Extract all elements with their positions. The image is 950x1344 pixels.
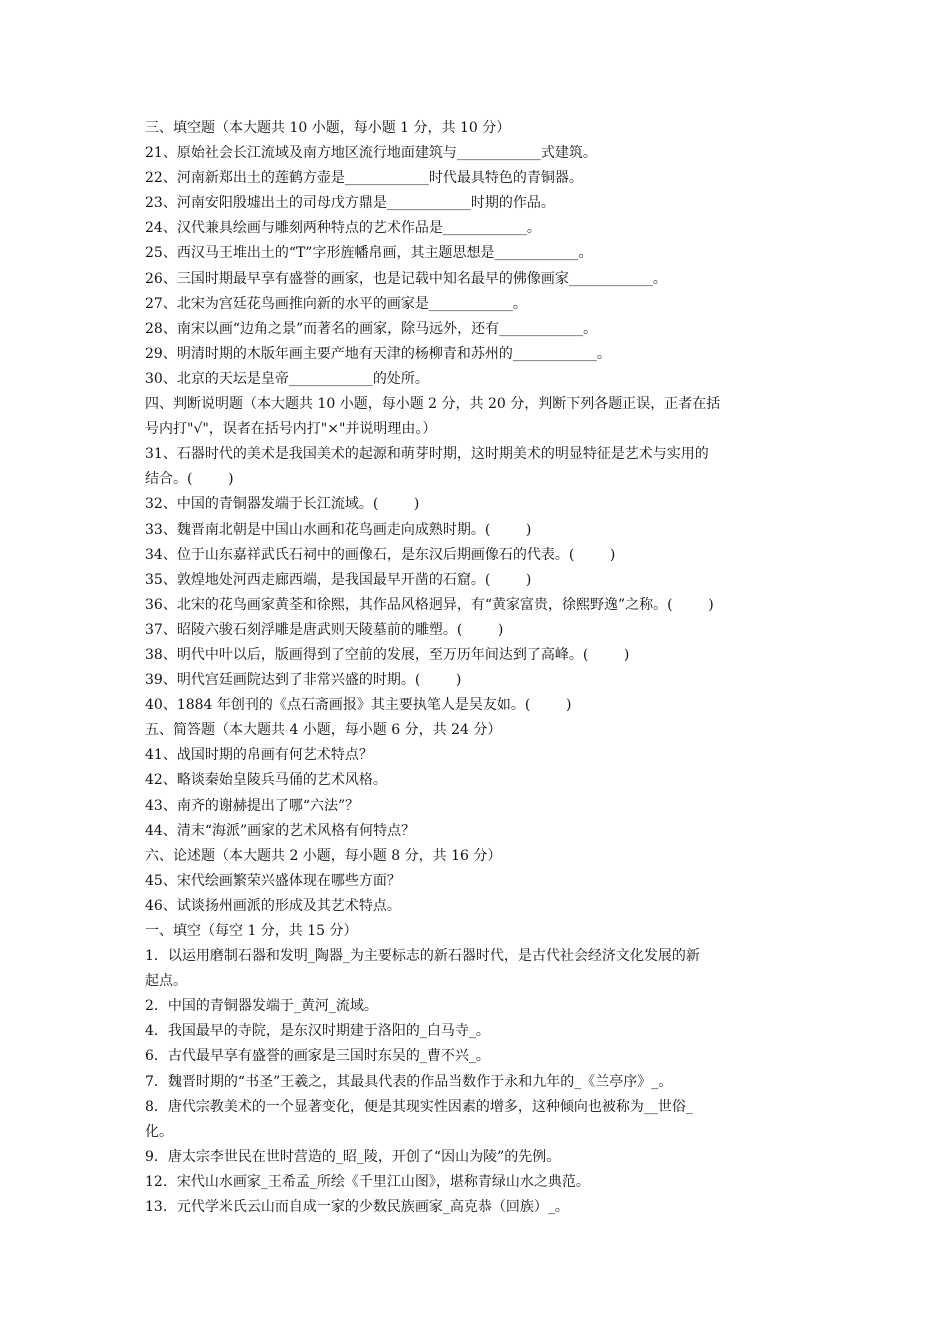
answer-8-cont: 化。	[145, 1123, 173, 1140]
document-page	[145, 116, 825, 1220]
answer-4: 4．我国最早的寺院，是东汉时期建于洛阳的_白马寺_。	[145, 1023, 490, 1040]
section-heading-answers: 一、填空（每空 1 分，共 15 分）	[145, 923, 358, 939]
question-38: 38、明代中叶以后，版画得到了空前的发展，至万历年间达到了高峰。( )	[145, 646, 630, 663]
question-43: 43、南齐的谢赫提出了哪“六法”？	[145, 797, 360, 814]
section-heading-fill-in: 三、填空题（本大题共 10 小题，每小题 1 分，共 10 分）	[145, 120, 511, 136]
question-23: 23、河南安阳殷墟出土的司母戊方鼎是____________时期的作品。	[145, 195, 555, 212]
question-28: 28、南宋以画“边角之景”而著名的画家，除马远外，还有____________。	[145, 320, 598, 337]
question-37: 37、昭陵六骏石刻浮雕是唐武则天陵墓前的雕塑。( )	[145, 621, 504, 638]
question-30: 30、北京的天坛是皇帝____________的处所。	[145, 370, 429, 387]
answer-1: 1．以运用磨制石器和发明_陶器_为主要标志的新石器时代，是古代社会经济文化发展的新	[145, 948, 700, 965]
question-36: 36、北宋的花鸟画家黄荃和徐熙，其作品风格迥异，有“黄家富贵，徐熙野逸”之称。( )	[145, 596, 714, 613]
question-40: 40、1884 年创刊的《点石斋画报》其主要执笔人是吴友如。( )	[145, 697, 572, 714]
question-24: 24、汉代兼具绘画与雕刻两种特点的艺术作品是____________。	[145, 220, 541, 237]
question-31-cont: 结合。( )	[145, 471, 234, 488]
question-33: 33、魏晋南北朝是中国山水画和花鸟画走向成熟时期。( )	[145, 521, 532, 538]
answer-2: 2．中国的青铜器发端于_黄河_流域。	[145, 998, 378, 1015]
answer-13: 13．元代学米氏云山而自成一家的少数民族画家_高克恭（回族）_。	[145, 1199, 569, 1216]
answer-7: 7．魏晋时期的“书圣”王羲之，其最具代表的作品当数作于永和九年的_《兰亭序》_。	[145, 1073, 673, 1090]
answer-12: 12．宋代山水画家_王希孟_所绘《千里江山图》，堪称青绿山水之典范。	[145, 1173, 590, 1190]
answer-9: 9．唐太宗李世民在世时营造的_昭_陵，开创了“因山为陵”的先例。	[145, 1148, 561, 1165]
question-31: 31、石器时代的美术是我国美术的起源和萌芽时期，这时期美术的明显特征是艺术与实用的	[145, 446, 709, 463]
question-39: 39、明代宫廷画院达到了非常兴盛的时期。( )	[145, 672, 462, 689]
question-22: 22、河南新郑出土的莲鹤方壶是____________时代最具特色的青铜器。	[145, 170, 583, 187]
question-46: 46、试谈扬州画派的形成及其艺术特点。	[145, 897, 401, 914]
question-26: 26、三国时期最早享有盛誉的画家，也是记载中知名最早的佛像画家____________。	[145, 270, 667, 287]
section-heading-short-answer: 五、简答题（本大题共 4 小题，每小题 6 分，共 24 分）	[145, 722, 502, 739]
question-25: 25、西汉马王堆出土的“T”字形旌幡帛画，其主题思想是____________。	[145, 245, 593, 262]
question-44: 44、清末“海派”画家的艺术风格有何特点？	[145, 822, 416, 839]
question-42: 42、略谈秦始皇陵兵马俑的艺术风格。	[145, 772, 387, 789]
answer-8: 8．唐代宗教美术的一个显著变化，便是其现实性因素的增多，这种倾向也被称为__世俗_	[145, 1098, 693, 1115]
section-heading-essay: 六、论述题（本大题共 2 小题，每小题 8 分，共 16 分）	[145, 847, 502, 864]
section-heading-true-false: 四、判断说明题（本大题共 10 小题，每小题 2 分，共 20 分，判断下列各题正误，正者在括	[145, 396, 721, 413]
section-heading-true-false-cont: 号内打"√"，误者在括号内打"×"并说明理由。）	[145, 421, 437, 438]
question-35: 35、敦煌地处河西走廊西端，是我国最早开凿的石窟。( )	[145, 571, 532, 588]
question-21: 21、原始社会长江流域及南方地区流行地面建筑与____________式建筑。	[145, 145, 597, 162]
question-27: 27、北宋为宫廷花鸟画推向新的水平的画家是____________。	[145, 295, 527, 312]
question-45: 45、宋代绘画繁荣兴盛体现在哪些方面？	[145, 872, 401, 889]
answer-6: 6．古代最早享有盛誉的画家是三国时东吴的_曹不兴_。	[145, 1048, 490, 1065]
question-41: 41、战国时期的帛画有何艺术特点？	[145, 747, 373, 764]
question-34: 34、位于山东嘉祥武氏石祠中的画像石，是东汉后期画像石的代表。( )	[145, 546, 616, 563]
question-32: 32、中国的青铜器发端于长江流域。( )	[145, 496, 420, 513]
question-29: 29、明清时期的木版年画主要产地有天津的杨柳青和苏州的____________。	[145, 345, 611, 362]
answer-1-cont: 起点。	[145, 973, 187, 990]
